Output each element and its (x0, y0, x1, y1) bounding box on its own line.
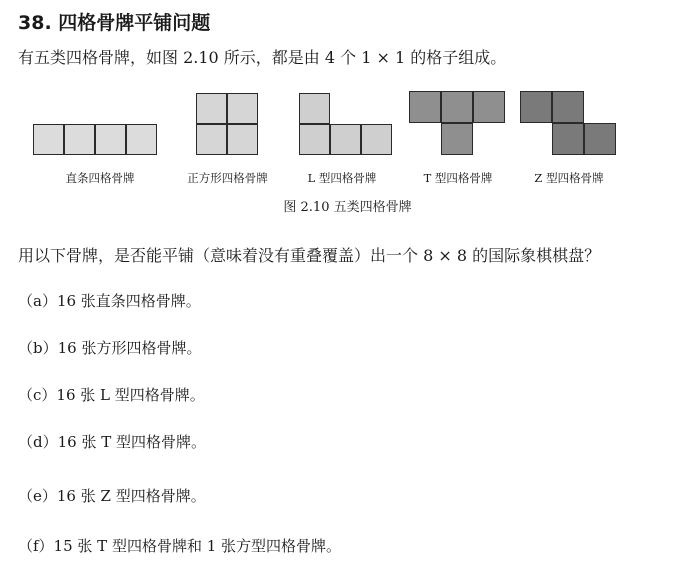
z-label: Z 型四格骨牌 (534, 171, 604, 185)
option-a: （a）16 张直条四格骨牌。 (18, 292, 201, 310)
l-label: L 型四格骨牌 (307, 171, 377, 185)
option-f: （f）15 张 T 型四格骨牌和 1 张方型四格骨牌。 (18, 537, 342, 555)
option-d: （d）16 张 T 型四格骨牌。 (18, 433, 206, 451)
figure-caption: 图 2.10 五类四格骨牌 (283, 200, 412, 215)
question-text: 用以下骨牌，是否能平铺（意味着没有重叠覆盖）出一个 8 × 8 的国际象棋棋盘？ (18, 246, 601, 265)
square-label: 正方形四格骨牌 (187, 171, 268, 185)
problem-title: 38. 四格骨牌平铺问题 (18, 12, 211, 34)
option-b: （b）16 张方形四格骨牌。 (18, 339, 202, 357)
tetromino-figure (0, 84, 695, 224)
problem-intro: 有五类四格骨牌，如图 2.10 所示，都是由 4 个 1 × 1 的格子组成。 (18, 48, 507, 67)
option-e: （e）16 张 Z 型四格骨牌。 (18, 487, 206, 505)
option-c: （c）16 张 L 型四格骨牌。 (18, 386, 205, 404)
straight-label: 直条四格骨牌 (65, 171, 135, 185)
t-label: T 型四格骨牌 (423, 171, 493, 185)
